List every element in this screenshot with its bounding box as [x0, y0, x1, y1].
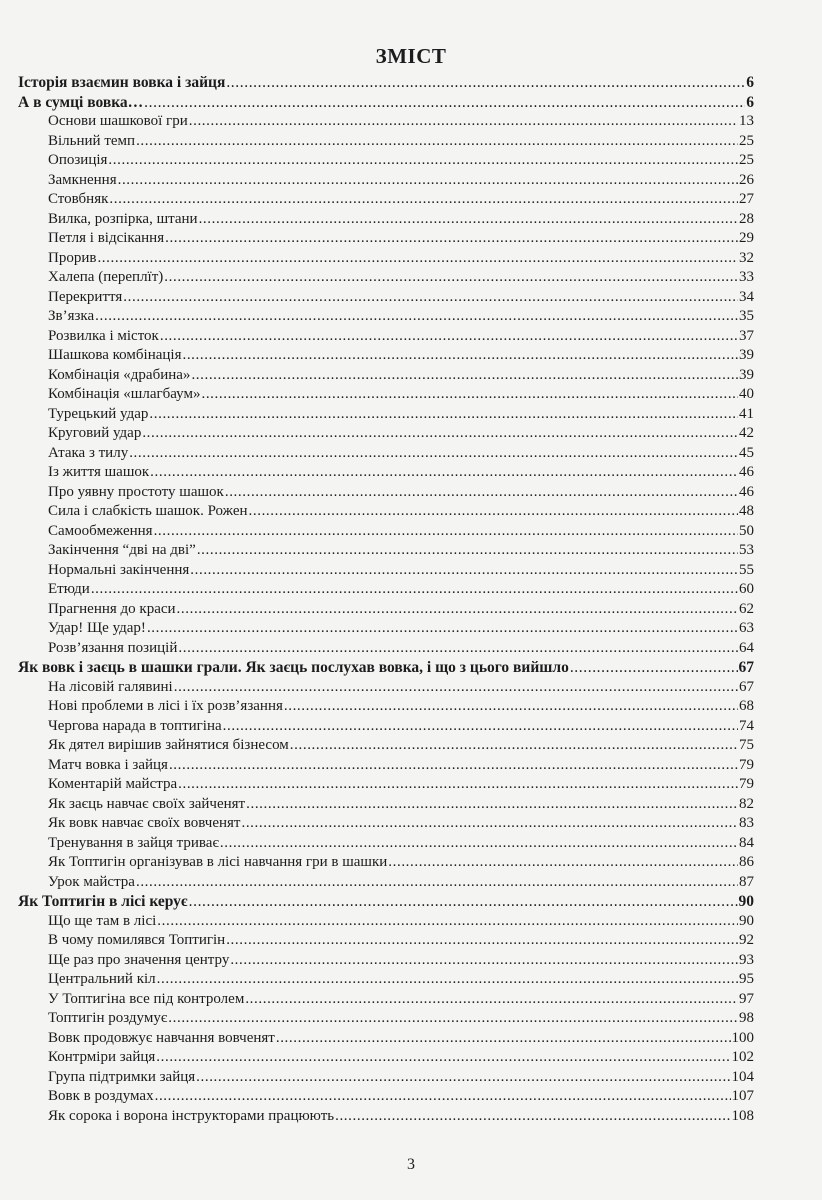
- entry-page: 37: [739, 327, 754, 344]
- toc-entry: [18, 1088, 754, 1108]
- entry-title: Як вовк і заєць в шашки грали. Як заєць послухав вовка, і що з цього вийшло: [18, 659, 569, 676]
- entry-page: 87: [739, 873, 754, 890]
- entry-page: 41: [739, 405, 754, 422]
- entry-page: 67: [738, 659, 754, 676]
- toc-entry: [18, 445, 754, 465]
- entry-page: 26: [739, 171, 754, 188]
- toc-entry: [18, 347, 754, 367]
- entry-page: 100: [731, 1029, 754, 1046]
- entry-page: 35: [739, 308, 754, 324]
- entry-page: 13: [739, 113, 754, 129]
- entry-title: Як дятел вирішив зайнятися бізнесом: [48, 737, 289, 753]
- toc-entry: [18, 562, 754, 582]
- dot-leader: [189, 113, 738, 130]
- entry-page: 84: [739, 834, 754, 851]
- toc-entry: [18, 1069, 754, 1089]
- entry-title: Прорив: [48, 249, 97, 266]
- entry-page: 42: [739, 425, 754, 441]
- entry-page: 53: [739, 542, 754, 558]
- entry-page: 90: [739, 912, 754, 929]
- entry-title: Про уявну простоту шашок: [48, 483, 224, 500]
- toc-entry: [18, 191, 754, 211]
- entry-page: 79: [739, 776, 754, 792]
- entry-title: Розвилка і місток: [48, 327, 159, 344]
- toc-entry: [18, 991, 754, 1011]
- entry-title: Стовбняк: [48, 191, 109, 207]
- dot-leader: [241, 815, 738, 832]
- toc-entry: [18, 542, 754, 562]
- entry-title: Замкнення: [48, 171, 117, 188]
- entry-page: 74: [739, 717, 754, 734]
- dot-leader: [97, 250, 738, 267]
- toc-entry: [18, 1049, 754, 1069]
- dot-leader: [226, 74, 745, 92]
- dot-leader: [169, 757, 738, 774]
- dot-leader: [157, 971, 738, 988]
- entry-page: 64: [739, 639, 754, 656]
- dot-leader: [225, 484, 738, 501]
- entry-page: 98: [739, 1010, 754, 1026]
- entry-page: 92: [739, 932, 754, 948]
- entry-page: 28: [739, 210, 754, 227]
- toc-entry: [18, 230, 754, 250]
- dot-leader: [335, 1108, 730, 1125]
- entry-title: Круговий удар: [48, 425, 142, 441]
- entry-title: Зв’язка: [48, 308, 95, 324]
- dot-leader: [109, 191, 738, 208]
- toc-entry: [18, 1108, 754, 1128]
- entry-page: 25: [739, 152, 754, 168]
- entry-title: Як Топтигін в лісі керує: [18, 893, 188, 910]
- entry-title: Вовк в роздумах: [48, 1088, 154, 1104]
- entry-title: Закінчення “дві на дві”: [48, 542, 196, 558]
- entry-title: Удар! Ще удар!: [48, 620, 146, 636]
- entry-page: 27: [739, 191, 754, 207]
- toc-entry: [18, 737, 754, 757]
- dot-leader: [284, 698, 738, 715]
- entry-title: Тренування в зайця триває: [48, 834, 219, 851]
- dot-leader: [226, 932, 738, 949]
- toc-entry: [18, 698, 754, 718]
- entry-title: Вилка, розпірка, штани: [48, 210, 198, 227]
- entry-title: Із життя шашок: [48, 464, 150, 480]
- entry-page: 39: [739, 347, 754, 363]
- dot-leader: [160, 328, 738, 345]
- page-title: ЗМІСТ: [375, 44, 447, 68]
- entry-title: Центральний кіл: [48, 971, 156, 987]
- dot-leader: [223, 718, 738, 735]
- toc-entry: [18, 601, 754, 621]
- table-of-contents: [18, 74, 754, 1127]
- entry-page: 104: [731, 1068, 754, 1085]
- dot-leader: [249, 503, 738, 520]
- entry-page: 55: [739, 561, 754, 578]
- toc-entry: [18, 815, 754, 835]
- entry-title: Самообмеження: [48, 522, 153, 539]
- toc-section-entry: [18, 74, 754, 94]
- dot-leader: [178, 776, 738, 793]
- entry-page: 75: [739, 737, 754, 753]
- toc-entry: [18, 1010, 754, 1030]
- entry-title: Прагнення до краси: [48, 600, 176, 617]
- entry-title: Група підтримки зайця: [48, 1068, 196, 1085]
- entry-title: Коментарій майстра: [48, 776, 178, 792]
- entry-page: 40: [739, 386, 754, 402]
- entry-page: 6: [746, 74, 754, 91]
- entry-page: 33: [739, 269, 754, 285]
- dot-leader: [199, 211, 738, 228]
- dot-leader: [136, 133, 738, 150]
- entry-title: Розв’язання позицій: [48, 639, 178, 656]
- toc-section-entry: [18, 659, 754, 679]
- toc-entry: [18, 328, 754, 348]
- entry-page: 62: [739, 600, 754, 617]
- entry-title: Топтигін роздумує: [48, 1010, 168, 1026]
- entry-page: 82: [739, 795, 754, 812]
- entry-page: 83: [739, 815, 754, 831]
- entry-title: Основи шашкової гри: [48, 113, 188, 129]
- toc-entry: [18, 484, 754, 504]
- entry-title: Чергова нарада в топтигіна: [48, 717, 222, 734]
- entry-title: Халепа (переплїт): [48, 269, 164, 285]
- dot-leader: [123, 289, 738, 306]
- toc-entry: [18, 133, 754, 153]
- dot-leader: [168, 1010, 738, 1027]
- toc-entry: [18, 679, 754, 699]
- entry-title: Перекриття: [48, 288, 123, 305]
- dot-leader: [136, 874, 738, 891]
- entry-page: 6: [746, 93, 754, 111]
- dot-leader: [165, 230, 738, 247]
- entry-title: Як Топтигін організував в лісі навчання гри в шашки: [48, 854, 388, 870]
- entry-title: Як сорока і ворона інструкторами працюють: [48, 1107, 335, 1124]
- dot-leader: [154, 523, 738, 540]
- entry-title: Матч вовка і зайця: [48, 756, 168, 773]
- entry-page: 39: [739, 366, 754, 383]
- toc-entry: [18, 952, 754, 972]
- toc-entry: [18, 308, 754, 328]
- dot-leader: [147, 620, 738, 637]
- entry-title: А в сумці вовка…: [18, 93, 144, 111]
- toc-entry: [18, 425, 754, 445]
- dot-leader: [290, 737, 738, 754]
- toc-entry: [18, 211, 754, 231]
- entry-title: Вовк продовжує навчання вовченят: [48, 1029, 275, 1046]
- dot-leader: [570, 659, 738, 677]
- dot-leader: [118, 172, 738, 189]
- entry-page: 45: [739, 444, 754, 461]
- toc-entry: [18, 874, 754, 894]
- entry-page: 34: [739, 288, 754, 305]
- toc-entry: [18, 269, 754, 289]
- entry-title: Урок майстра: [48, 873, 135, 890]
- toc-section-entry: [18, 893, 754, 913]
- dot-leader: [245, 991, 738, 1008]
- entry-page: 63: [739, 620, 754, 636]
- entry-title: Вільний темп: [48, 132, 136, 149]
- toc-section-entry: [18, 94, 754, 114]
- dot-leader: [246, 796, 738, 813]
- toc-entry: [18, 152, 754, 172]
- entry-title: Ще раз про значення центру: [48, 951, 230, 968]
- entry-title: У Топтигіна все під контролем: [48, 990, 245, 1007]
- entry-title: Атака з тилу: [48, 444, 129, 461]
- toc-entry: [18, 796, 754, 816]
- dot-leader: [174, 679, 738, 696]
- entry-title: Нові проблеми в лісі і їх розв’язання: [48, 698, 283, 714]
- toc-entry: [18, 581, 754, 601]
- entry-page: 86: [739, 854, 754, 870]
- dot-leader: [182, 347, 738, 364]
- entry-page: 46: [739, 464, 754, 480]
- entry-title: Етюди: [48, 581, 90, 597]
- toc-entry: [18, 854, 754, 874]
- dot-leader: [157, 913, 738, 930]
- entry-page: 50: [739, 522, 754, 539]
- dot-leader: [276, 1030, 731, 1047]
- entry-title: Як вовк навчає своїх вовченят: [48, 815, 241, 831]
- toc-entry: [18, 406, 754, 426]
- entry-page: 46: [739, 483, 754, 500]
- toc-entry: [18, 523, 754, 543]
- entry-page: 90: [738, 893, 754, 910]
- dot-leader: [220, 835, 738, 852]
- dot-leader: [191, 367, 738, 384]
- dot-leader: [108, 152, 738, 169]
- toc-entry: [18, 932, 754, 952]
- entry-page: 60: [739, 581, 754, 597]
- entry-title: Контрміри зайця: [48, 1049, 156, 1065]
- toc-entry: [18, 386, 754, 406]
- dot-leader: [149, 406, 738, 423]
- toc-entry: [18, 503, 754, 523]
- dot-leader: [177, 601, 738, 618]
- toc-entry: [18, 971, 754, 991]
- entry-page: 97: [739, 990, 754, 1007]
- dot-leader: [156, 1049, 730, 1066]
- dot-leader: [201, 386, 738, 403]
- entry-page: 29: [739, 230, 754, 246]
- toc-entry: [18, 367, 754, 387]
- entry-title: Що ще там в лісі: [48, 912, 157, 929]
- entry-title: Нормальні закінчення: [48, 561, 190, 578]
- dot-leader: [388, 854, 738, 871]
- entry-page: 95: [739, 971, 754, 987]
- entry-page: 102: [731, 1049, 754, 1065]
- dot-leader: [155, 1088, 731, 1105]
- dot-leader: [178, 640, 738, 657]
- entry-title: На лісовій галявині: [48, 678, 173, 695]
- entry-page: 48: [739, 503, 754, 519]
- toc-entry: [18, 250, 754, 270]
- toc-entry: [18, 289, 754, 309]
- entry-page: 25: [739, 132, 754, 149]
- toc-entry: [18, 776, 754, 796]
- page-number: 3: [407, 1156, 415, 1173]
- entry-title: Комбінація «драбина»: [48, 366, 191, 383]
- entry-title: Комбінація «шлагбаум»: [48, 386, 201, 402]
- dot-leader: [196, 1069, 730, 1086]
- toc-entry: [18, 464, 754, 484]
- toc-entry: [18, 835, 754, 855]
- dot-leader: [144, 94, 745, 112]
- dot-leader: [164, 269, 738, 286]
- dot-leader: [95, 308, 738, 325]
- entry-title: Історія взаємин вовка і зайця: [18, 74, 226, 91]
- toc-entry: [18, 640, 754, 660]
- entry-title: Шашкова комбінація: [48, 347, 182, 363]
- entry-page: 68: [739, 698, 754, 714]
- entry-page: 93: [739, 951, 754, 968]
- entry-page: 79: [739, 756, 754, 773]
- toc-entry: [18, 718, 754, 738]
- entry-page: 107: [731, 1088, 754, 1104]
- dot-leader: [91, 581, 738, 598]
- entry-title: Сила і слабкість шашок. Рожен: [48, 503, 248, 519]
- entry-page: 32: [739, 249, 754, 266]
- toc-entry: [18, 1030, 754, 1050]
- dot-leader: [142, 425, 738, 442]
- dot-leader: [230, 952, 738, 969]
- entry-title: Опозиція: [48, 152, 108, 168]
- dot-leader: [197, 542, 738, 559]
- entry-title: Як заєць навчає своїх зайченят: [48, 795, 246, 812]
- entry-title: Турецький удар: [48, 405, 149, 422]
- entry-page: 108: [731, 1107, 754, 1124]
- dot-leader: [190, 562, 738, 579]
- entry-title: В чому помилявся Топтигін: [48, 932, 226, 948]
- toc-entry: [18, 757, 754, 777]
- dot-leader: [150, 464, 738, 481]
- toc-entry: [18, 113, 754, 133]
- toc-entry: [18, 620, 754, 640]
- toc-entry: [18, 172, 754, 192]
- toc-entry: [18, 913, 754, 933]
- entry-page: 67: [739, 678, 754, 695]
- dot-leader: [189, 893, 738, 911]
- dot-leader: [129, 445, 738, 462]
- entry-title: Петля і відсікання: [48, 230, 165, 246]
